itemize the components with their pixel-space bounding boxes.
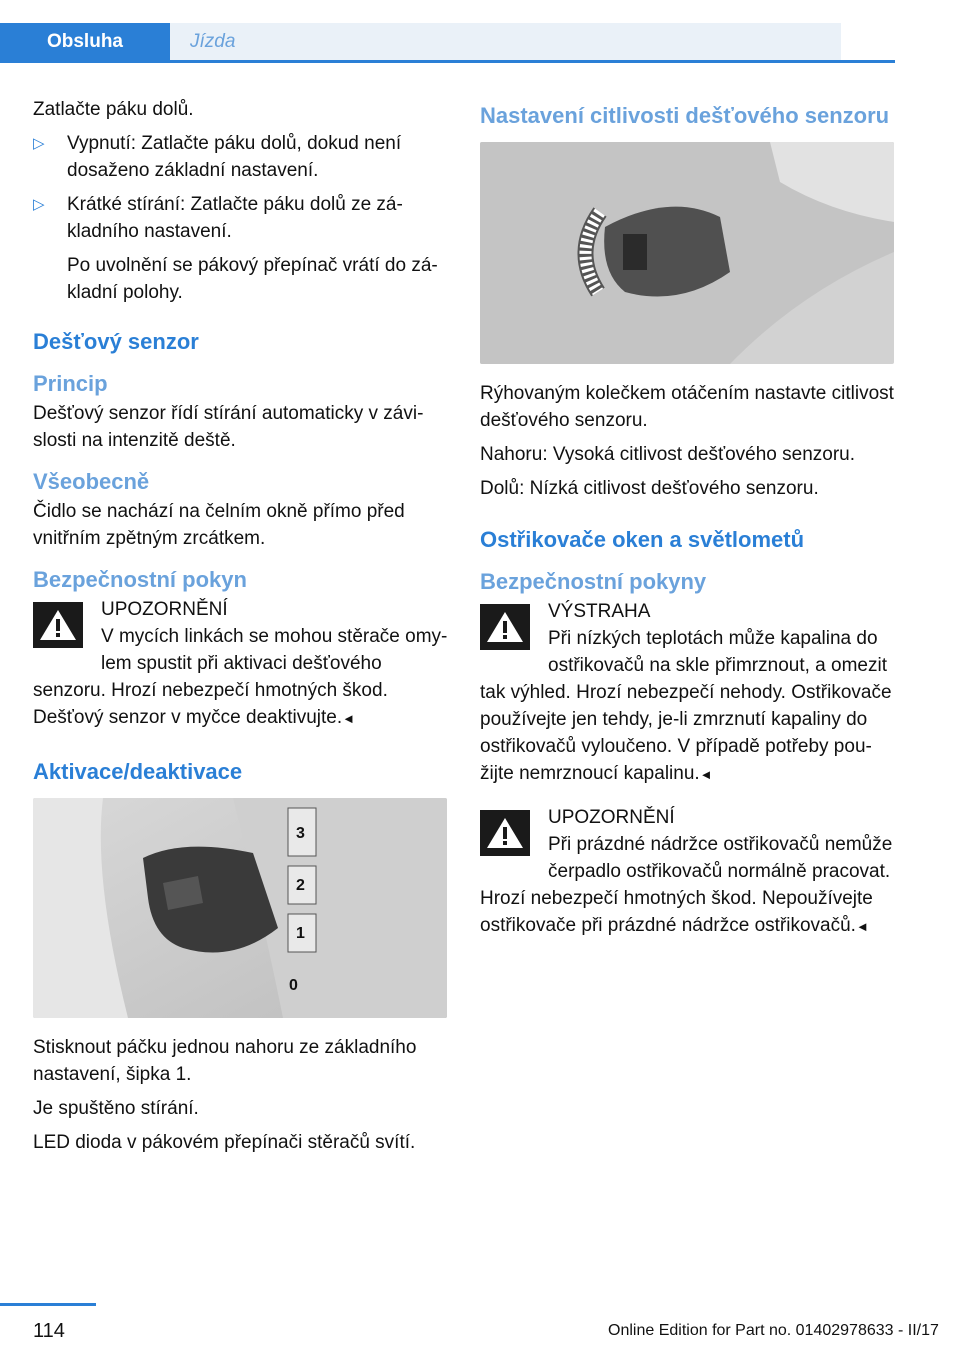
warning-title: UPOZORNĚNÍ — [548, 807, 675, 828]
warning-triangle-icon — [480, 810, 530, 856]
warning-text: V mycích linkách se mohou stěrače omylem spustit při aktivaci dešťového senzoru. Hrozí nebezpečí hmotných škod. Dešťový senzor v myčce deaktivujte. — [33, 626, 448, 728]
tab-obsluha[interactable]: Obsluha — [0, 23, 170, 61]
triangle-bullet-icon: ▷ — [33, 196, 45, 213]
heading-general: Všeobecně — [33, 469, 150, 494]
heading-safety-notes: Bezpečnostní pokyny — [480, 569, 707, 594]
paragraph: Po uvolnění se pákový přepínač vrátí do základní polohy. — [67, 255, 438, 303]
figure-label: 1 — [296, 925, 305, 942]
end-mark-icon: ◄ — [855, 919, 869, 934]
paragraph: Dolů: Nízká citlivost dešťového senzoru. — [480, 478, 819, 499]
heading-activation: Aktivace/deaktivace — [33, 759, 243, 784]
tab-jizda[interactable]: Jízda — [170, 23, 841, 61]
paragraph: Rýhovaným kolečkem otáčením nastavte citlivost dešťového senzoru. — [480, 383, 894, 431]
figure-label: 2 — [296, 877, 305, 894]
section-tabs — [0, 23, 841, 61]
paragraph: Nahoru: Vysoká citlivost dešťového senzoru. — [480, 444, 855, 465]
end-mark-icon: ◄ — [699, 767, 713, 782]
right-column — [480, 96, 896, 947]
sensitivity-wheel-figure — [480, 142, 894, 364]
page-number: 114 — [33, 1320, 65, 1342]
warning-block — [33, 596, 449, 732]
warning-title: VÝSTRAHA — [548, 601, 651, 622]
warning-block — [480, 804, 896, 940]
warning-title: UPOZORNĚNÍ — [101, 599, 228, 620]
heading-washers: Ostřikovače oken a světlometů — [480, 527, 805, 552]
header-divider — [0, 60, 895, 63]
paragraph: LED dioda v pákovém přepínači stěračů svítí. — [33, 1132, 416, 1153]
edition-note: Online Edition for Part no. 01402978633 - II/17 — [608, 1322, 939, 1339]
left-column — [33, 96, 449, 1163]
paragraph: Stisknout páčku jednou nahoru ze základního nastavení, šipka 1. — [33, 1037, 417, 1085]
heading-safety-note: Bezpečnostní pokyn — [33, 567, 247, 592]
warning-text: Při prázdné nádržce ostřikovačů nemůže čerpadlo ostřikovačů normálně pracovat. Hrozí nebezpečí hmotných škod. Nepoužívejte ostřikovače při prázdné nádržce ostřikovačů. — [480, 834, 893, 936]
warning-triangle-icon — [480, 604, 530, 650]
paragraph: Čidlo se nachází na čelním okně přímo před vnitřním zpětným zrcátkem. — [33, 501, 405, 549]
heading-rain-sensor: Dešťový senzor — [33, 329, 199, 354]
heading-principle: Princip — [33, 371, 108, 396]
end-mark-icon: ◄ — [342, 711, 356, 726]
paragraph: Dešťový senzor řídí stírání automaticky v závislosti na intenzitě deště. — [33, 403, 424, 451]
list-item: ▷ Krátké stírání: Zatlačte páku dolů ze základního nastavení. — [33, 191, 449, 245]
triangle-bullet-icon: ▷ — [33, 135, 45, 152]
heading-sensitivity: Nastavení citlivosti dešťového senzoru — [480, 103, 890, 128]
figure-label: 0 — [289, 977, 298, 994]
figure-label: 3 — [296, 825, 305, 842]
footer-divider — [0, 1303, 96, 1306]
warning-text: Při nízkých teplotách může kapalina do ostřikovačů na skle přimrznout, a omezit tak výhled. Hrozí nebezpečí nehody. Ostřikovače používejte jen tehdy, je-li zmrznutí kapaliny do ostřikovačů vyloučeno. V případě potřeby použijte nemrznoucí kapalinu. — [480, 628, 892, 784]
list-item: ▷ Vypnutí: Zatlačte páku dolů, dokud není dosaženo základní nastavení. — [33, 130, 449, 184]
warning-block — [480, 598, 896, 788]
paragraph: Zatlačte páku dolů. — [33, 99, 194, 120]
paragraph: Je spuštěno stírání. — [33, 1098, 199, 1119]
warning-triangle-icon — [33, 602, 83, 648]
wiper-lever-figure — [33, 798, 447, 1018]
